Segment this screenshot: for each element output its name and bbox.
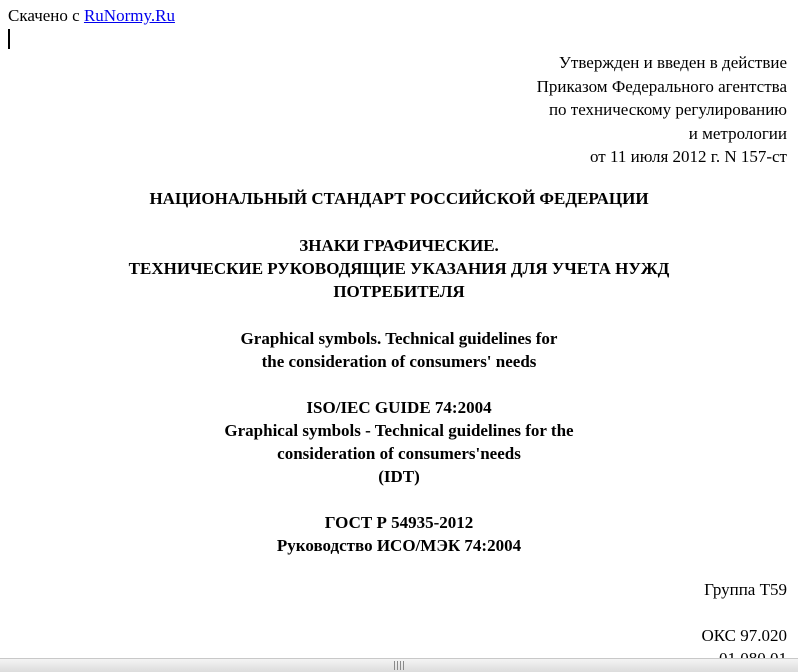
source-line: [8, 6, 175, 26]
iso-line: Graphical symbols - Technical guidelines for the: [224, 421, 574, 440]
gost-block: [0, 511, 798, 557]
approval-line: Приказом Федерального агентства: [536, 76, 787, 96]
scrollbar-grip-icon[interactable]: [394, 661, 404, 670]
approval-line: от 11 июля 2012 г. N 157-ст: [590, 147, 787, 166]
text-cursor: [8, 29, 10, 49]
oks-code: ОКС 97.020: [701, 626, 787, 645]
iso-line: consideration of consumers'needs: [277, 444, 521, 463]
group-code: Группа Т59: [704, 580, 787, 599]
horizontal-scrollbar[interactable]: [0, 658, 798, 672]
source-prefix: Скачено с: [8, 6, 80, 25]
iso-line: ISO/IEC GUIDE 74:2004: [306, 398, 492, 417]
title-ru-line: ТЕХНИЧЕСКИЕ РУКОВОДЯЩИЕ УКАЗАНИЯ ДЛЯ УЧЕТА НУЖД: [128, 259, 670, 278]
standard-heading: НАЦИОНАЛЬНЫЙ СТАНДАРТ РОССИЙСКОЙ ФЕДЕРАЦИИ: [149, 189, 649, 208]
gost-number: ГОСТ Р 54935-2012: [324, 513, 474, 532]
approval-line: Утвержден и введен в действие: [558, 53, 787, 72]
title-ru: [0, 234, 798, 303]
title-en-line: the consideration of consumers' needs: [261, 352, 537, 371]
source-link[interactable]: RuNormy.Ru: [83, 6, 175, 25]
iso-line: (IDT): [378, 467, 420, 486]
approval-line: и метрологии: [688, 123, 787, 143]
title-en: [0, 327, 798, 373]
iso-block: [0, 396, 798, 488]
approval-block: [537, 51, 787, 169]
title-ru-line: ПОТРЕБИТЕЛЯ: [333, 282, 465, 301]
approval-line: по техническому регулированию: [548, 100, 787, 119]
gost-guide: Руководство ИСО/МЭК 74:2004: [276, 536, 522, 555]
title-ru-line: ЗНАКИ ГРАФИЧЕСКИЕ.: [299, 236, 499, 255]
title-en-line: Graphical symbols. Technical guidelines for: [240, 329, 558, 348]
